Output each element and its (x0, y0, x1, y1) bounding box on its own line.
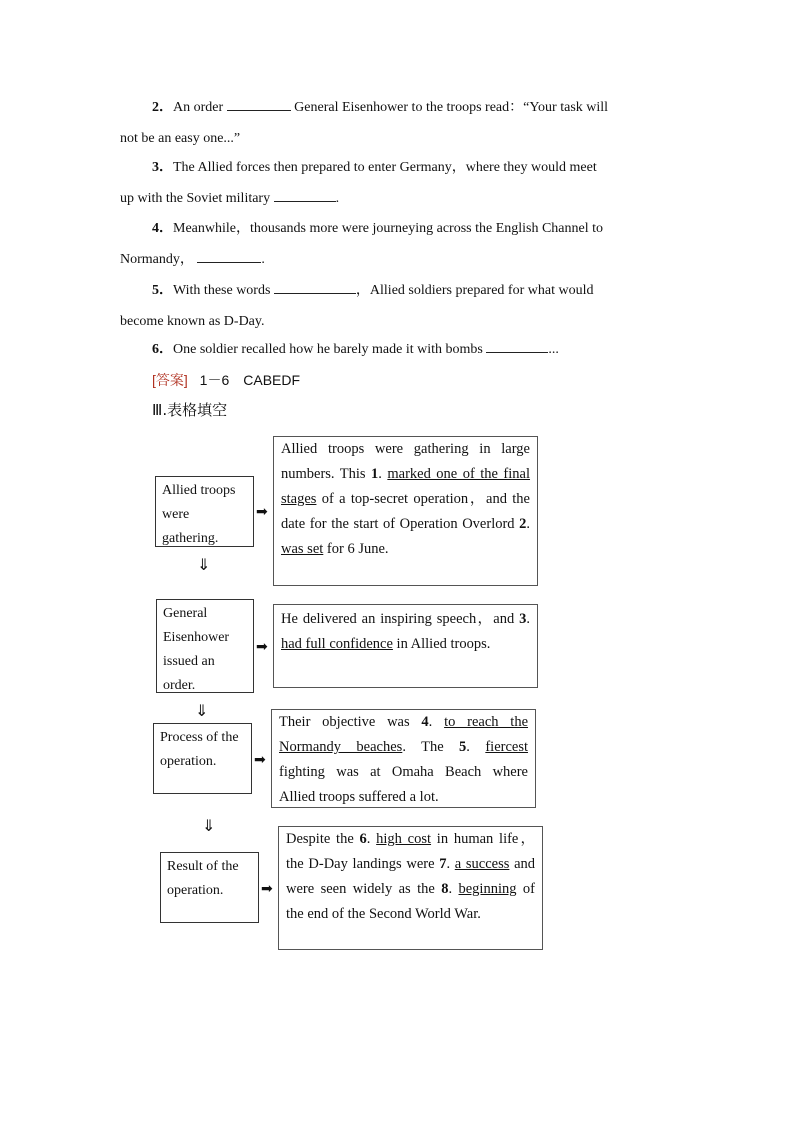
question-text: ，Allied soldiers prepared for what would (355, 283, 594, 298)
question-text: The Allied forces then prepared to enter Germany，where they would meet (173, 160, 597, 175)
right-arrow-icon: ➡ (256, 639, 268, 655)
detail-text: Despite the (286, 831, 360, 847)
section-title: Ⅲ.表格填空 (152, 401, 228, 419)
down-arrow-icon: ⇓ (197, 555, 211, 574)
flow-step-2-detail: He delivered an inspiring speech，and 3. had full confidence in Allied troops. (273, 604, 538, 688)
question-number: 5． (152, 283, 173, 298)
answer-blank[interactable] (227, 96, 291, 111)
flow-step-1-detail: Allied troops were gathering in large numbers. This 1. marked one of the final stages of a top-secret operation，and the date for the start of Operation Overlord 2. was set for 6 June. (273, 436, 538, 586)
answer-text: 1－6 CABEDF (199, 372, 301, 388)
detail-text: in Allied troops. (392, 636, 491, 652)
right-arrow-icon: ➡ (256, 504, 268, 520)
detail-text: in human life，the D-Day landings were (286, 831, 535, 872)
blank-number: 5 (459, 739, 467, 755)
down-arrow-icon: ⇓ (202, 816, 216, 835)
detail-text: for 6 June. (323, 541, 389, 557)
filled-answer: beginning (458, 881, 517, 897)
answer-blank[interactable] (274, 187, 336, 202)
blank-number: 7 (439, 856, 447, 872)
filled-answer: a success (454, 856, 510, 872)
question-text: General Eisenhower to the troops read：“Your task will (290, 100, 609, 115)
right-arrow-icon: ➡ (254, 752, 266, 768)
detail-text: Allied troops were gathering in large numbers. This (281, 441, 530, 482)
flow-step-3-label: Process of the operation. (153, 723, 252, 794)
blank-number: 3 (519, 611, 527, 627)
flow-step-4-detail: Despite the 6. high cost in human life，the D-Day landings were 7. a success and were seen widely as the 8. beginning of the end of the Second World War. (278, 826, 543, 950)
question-text: With these words (173, 283, 274, 298)
detail-text: of the end of the Second World War. (286, 881, 535, 922)
answer-blank[interactable] (486, 338, 548, 353)
blank-number: 4 (421, 714, 429, 730)
blank-number: 2 (519, 516, 527, 532)
answer-blank[interactable] (197, 248, 261, 263)
question-number: 6． (152, 342, 173, 357)
filled-answer: had full confidence (281, 636, 393, 652)
question-text: Normandy， (120, 252, 194, 267)
question-text: One soldier recalled how he barely made it with bombs (173, 342, 487, 357)
detail-text: of a top-secret operation，and the date for the start of Operation Overlord (281, 491, 530, 532)
question-text: . (261, 252, 265, 267)
blank-number: 8 (441, 881, 449, 897)
detail-text: fighting was at Omaha Beach where Allied troops suffered a lot. (279, 764, 528, 805)
question-number: 4． (152, 221, 173, 236)
question-number: 3． (152, 160, 173, 175)
question-2 (120, 92, 673, 154)
question-5 (120, 275, 673, 337)
question-number: 2． (152, 100, 173, 115)
flow-step-3-detail: Their objective was 4. to reach the Normandy beaches. The 5. fiercest fighting was at Omaha Beach where Allied troops suffered a lot. (271, 709, 536, 808)
detail-text: He delivered an inspiring speech，and (281, 611, 520, 627)
question-text: ... (548, 342, 559, 357)
answer-blank[interactable] (274, 279, 356, 294)
filled-answer: high cost (376, 831, 432, 847)
answer-line (152, 369, 300, 391)
question-text: become known as D-Day. (120, 314, 265, 329)
question-3 (120, 152, 673, 214)
detail-text: . The (402, 739, 460, 755)
question-text: up with the Soviet military (120, 191, 274, 206)
filled-answer: was set (281, 541, 324, 557)
flow-step-4-label: Result of the operation. (160, 852, 259, 923)
question-text: Meanwhile，thousands more were journeying across the English Channel to (173, 221, 604, 236)
filled-answer: marked one of the final stages (281, 466, 531, 507)
filled-answer: to reach the Normandy beaches (279, 714, 529, 755)
question-6 (120, 334, 673, 365)
blank-number: 1 (371, 466, 379, 482)
flow-step-1-label: Allied troops were gathering. (155, 476, 254, 547)
filled-answer: fiercest (485, 739, 529, 755)
question-text: An order (173, 100, 227, 115)
question-text: not be an easy one...” (120, 131, 241, 146)
blank-number: 6 (359, 831, 367, 847)
answer-tag: [答案] (152, 372, 188, 388)
right-arrow-icon: ➡ (261, 881, 273, 897)
detail-text: and were seen widely as the (286, 856, 536, 897)
flow-step-2-label: General Eisenhower issued an order. (156, 599, 254, 693)
detail-text: Their objective was (279, 714, 422, 730)
question-4 (120, 213, 673, 275)
down-arrow-icon: ⇓ (195, 701, 209, 720)
question-text: . (335, 191, 340, 206)
